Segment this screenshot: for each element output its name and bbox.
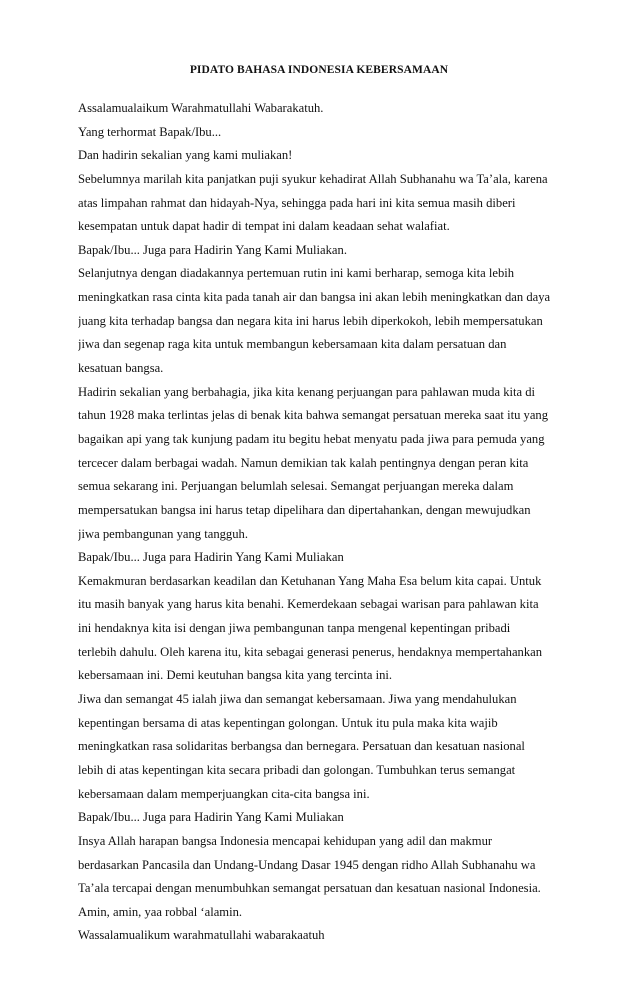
text-line: mempersatukan bangsa ini harus tetap dipelihara dan dipertahankan, dengan mewujudkan (78, 502, 531, 517)
text-line: Yang terhormat Bapak/Ibu... (78, 124, 222, 139)
text-line: Jiwa dan semangat 45 ialah jiwa dan semangat kebersamaan. Jiwa yang mendahulukan (78, 692, 517, 707)
text-line: Hadirin sekalian yang berbahagia, jika kita kenang perjuangan para pahlawan muda kita di (78, 384, 536, 399)
text-line: berdasarkan Pancasila dan Undang-Undang Dasar 1945 dengan ridho Allah Subhanahu wa (78, 857, 536, 872)
text-line: Amin, amin, yaa robbal ‘alamin. (78, 904, 243, 919)
text-line: kebersamaan dalam memperjuangkan cita-cita bangsa ini. (78, 786, 370, 801)
text-line: Ta’ala tercapai dengan menumbuhkan semangat persatuan dan kesatuan nasional Indonesia. (78, 881, 541, 896)
text-line: atas limpahan rahmat dan hidayah-Nya, sehingga pada hari ini kita semua masih diberi (78, 195, 516, 210)
text-line: kepentingan bersama di atas kepentingan golongan. Untuk itu pula maka kita wajib (78, 715, 498, 730)
text-line: jiwa pembangunan yang tangguh. (78, 526, 248, 541)
text-line: tahun 1928 maka terlintas jelas di benak kita bahwa semangat persatuan mereka saat itu yang (78, 408, 549, 423)
text-line: Kemakmuran berdasarkan keadilan dan Ketuhanan Yang Maha Esa belum kita capai. Untuk (78, 573, 542, 588)
text-line: jiwa dan segenap raga kita untuk membangun kebersamaan kita dalam persatuan dan (78, 337, 507, 352)
document-title: PIDATO BAHASA INDONESIA KEBERSAMAAN (189, 64, 449, 76)
text-line: Dan hadirin sekalian yang kami muliakan! (78, 148, 293, 163)
text-line: tercecer dalam berbagai wadah. Namun demikian tak kalah pentingnya dengan peran kita (78, 455, 529, 470)
text-line: Bapak/Ibu... Juga para Hadirin Yang Kami Muliakan (78, 550, 344, 565)
text-line: semua sekarang ini. Perjuangan belumlah selesai. Semangat perjuangan mereka dalam (78, 479, 514, 494)
text-line: lebih di atas kepentingan kita secara pribadi dan golongan. Tumbuhkan terus semangat (78, 762, 516, 777)
text-line: terlebih dahulu. Oleh karena itu, kita sebagai generasi penerus, hendaknya mempertahankan (78, 644, 543, 659)
text-line: kesatuan bangsa. (78, 361, 164, 376)
text-line: kesempatan untuk dapat hadir di tempat ini dalam keadaan sehat walafiat. (78, 219, 450, 234)
text-line: kebersamaan ini. Demi keutuhan bangsa kita yang tercinta ini. (78, 668, 393, 683)
document-body (78, 97, 568, 948)
text-line: meningkatkan rasa cinta kita pada tanah air dan bangsa ini akan lebih meningkatkan dan daya (78, 290, 551, 305)
text-line: Assalamualaikum Warahmatullahi Wabarakatuh. (78, 101, 324, 115)
text-line: juang kita terhadap bangsa dan negara kita ini harus lebih diperkokoh, lebih mempersatukan (78, 313, 543, 328)
text-line: bagaikan api yang tak kunjung padam itu begitu hebat menyatu pada jiwa para pemuda yang (78, 431, 545, 446)
text-line: Selanjutnya dengan diadakannya pertemuan rutin ini kami berharap, semoga kita lebih (78, 266, 515, 281)
text-line: Sebelumnya marilah kita panjatkan puji syukur kehadirat Allah Subhanahu wa Ta’ala, karena (78, 171, 548, 186)
text-line: ini hendaknya kita isi dengan jiwa pembangunan tanpa mengenal kepentingan pribadi (78, 621, 511, 636)
text-line: itu masih banyak yang harus kita benahi. Kemerdekaan sebagai warisan para pahlawan kita (78, 597, 539, 612)
text-line: Wassalamualikum warahmatullahi wabarakaatuh (78, 928, 325, 943)
text-line: Insya Allah harapan bangsa Indonesia mencapai kehidupan yang adil dan makmur (78, 833, 493, 848)
text-line: Bapak/Ibu... Juga para Hadirin Yang Kami Muliakan (78, 810, 344, 825)
text-line: meningkatkan rasa solidaritas berbangsa dan bernegara. Persatuan dan kesatuan nasional (78, 739, 525, 754)
text-line: Bapak/Ibu... Juga para Hadirin Yang Kami Muliakan. (78, 242, 347, 257)
